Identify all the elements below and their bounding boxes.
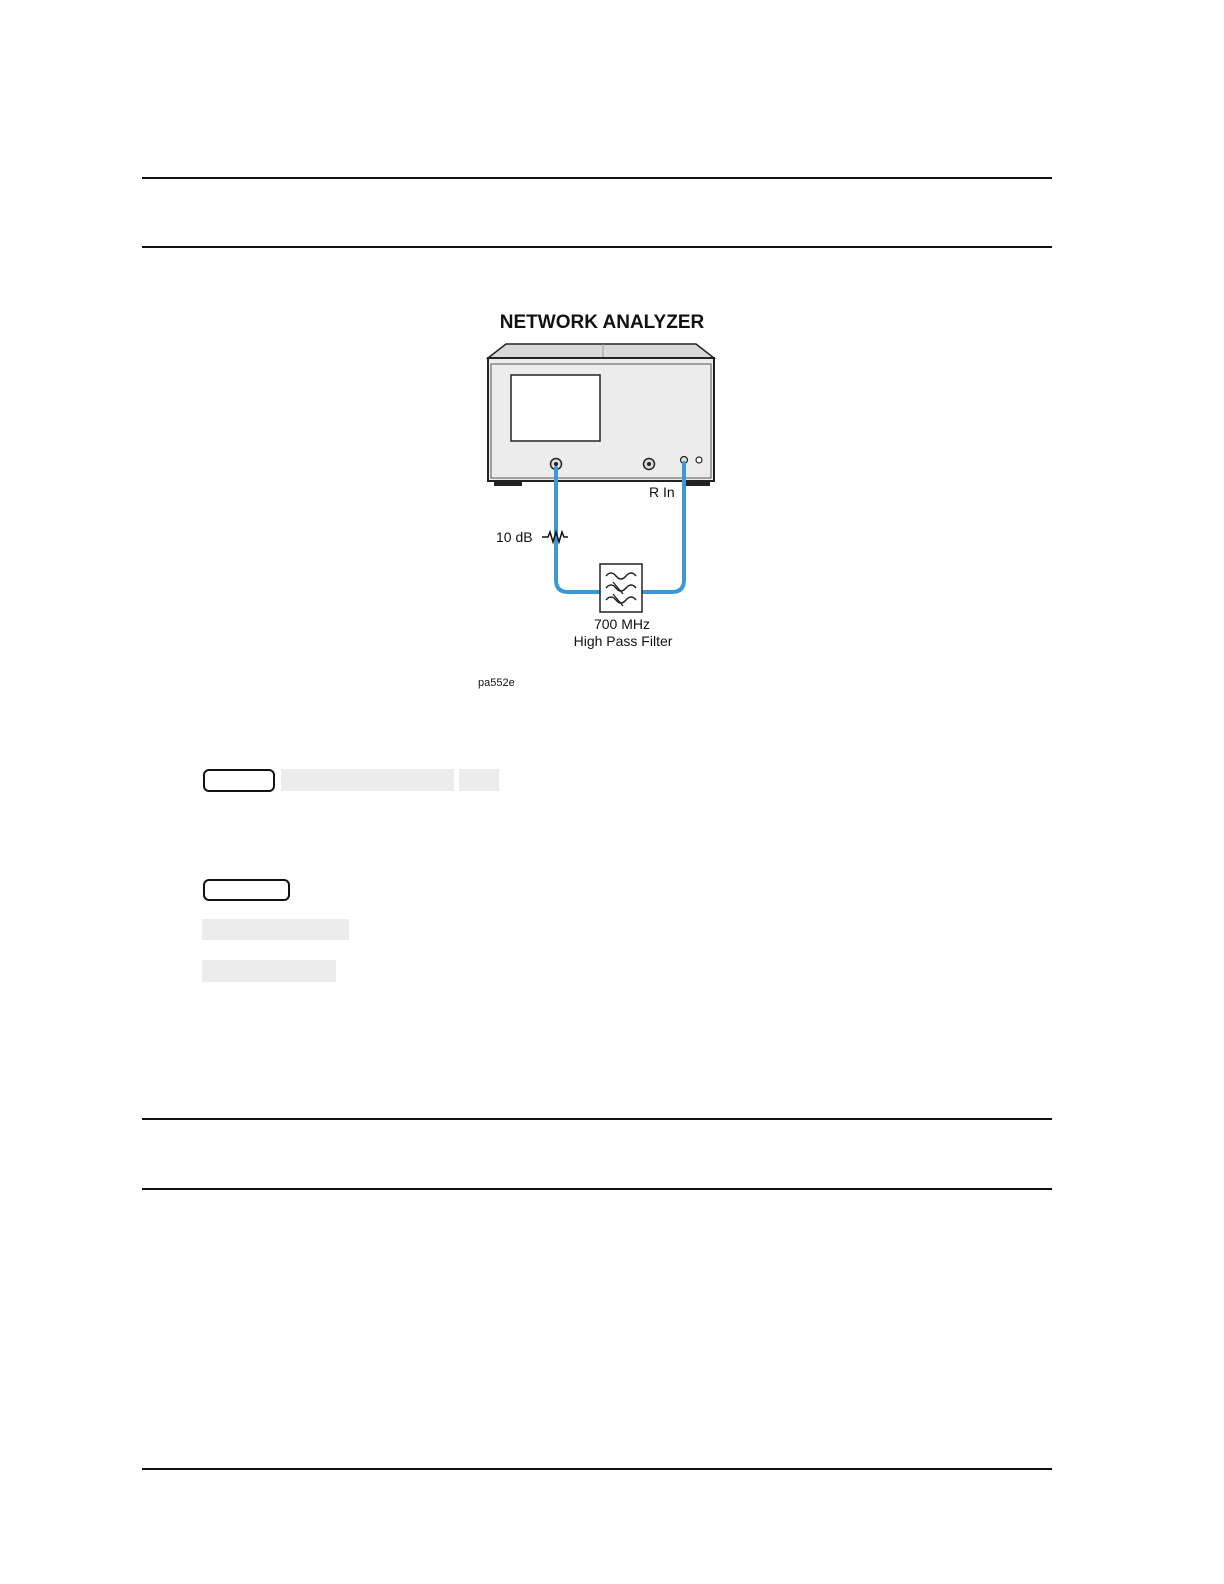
- top-rule-1: [142, 177, 1052, 179]
- analyzer-screen: [511, 375, 600, 441]
- analyzer-top: [488, 344, 714, 358]
- top-rule-2: [142, 246, 1052, 248]
- redacted-text-1: [281, 769, 454, 791]
- setup-diagram: [470, 300, 770, 700]
- r-in-label: R In: [649, 484, 675, 500]
- attenuator-label: 10 dB: [496, 529, 533, 545]
- high-pass-filter-icon: [600, 564, 642, 612]
- filter-frequency-label: 700 MHz: [593, 616, 651, 632]
- redacted-text-3: [202, 919, 349, 940]
- middle-rule-1: [142, 1118, 1052, 1120]
- hardkey-outline-2: [203, 879, 290, 901]
- middle-rule-2: [142, 1188, 1052, 1190]
- port-2-connector: [644, 459, 655, 470]
- figure-id: pa552e: [478, 677, 515, 689]
- redacted-text-2: [459, 769, 499, 791]
- indicator-led: [696, 457, 702, 463]
- bottom-rule: [142, 1468, 1052, 1470]
- filter-name-label: High Pass Filter: [573, 633, 673, 649]
- analyzer-foot-right: [682, 481, 710, 486]
- analyzer-foot-left: [494, 481, 522, 486]
- redacted-text-4: [202, 960, 336, 982]
- diagram-title: NETWORK ANALYZER: [499, 312, 705, 333]
- hardkey-outline-1: [203, 769, 275, 792]
